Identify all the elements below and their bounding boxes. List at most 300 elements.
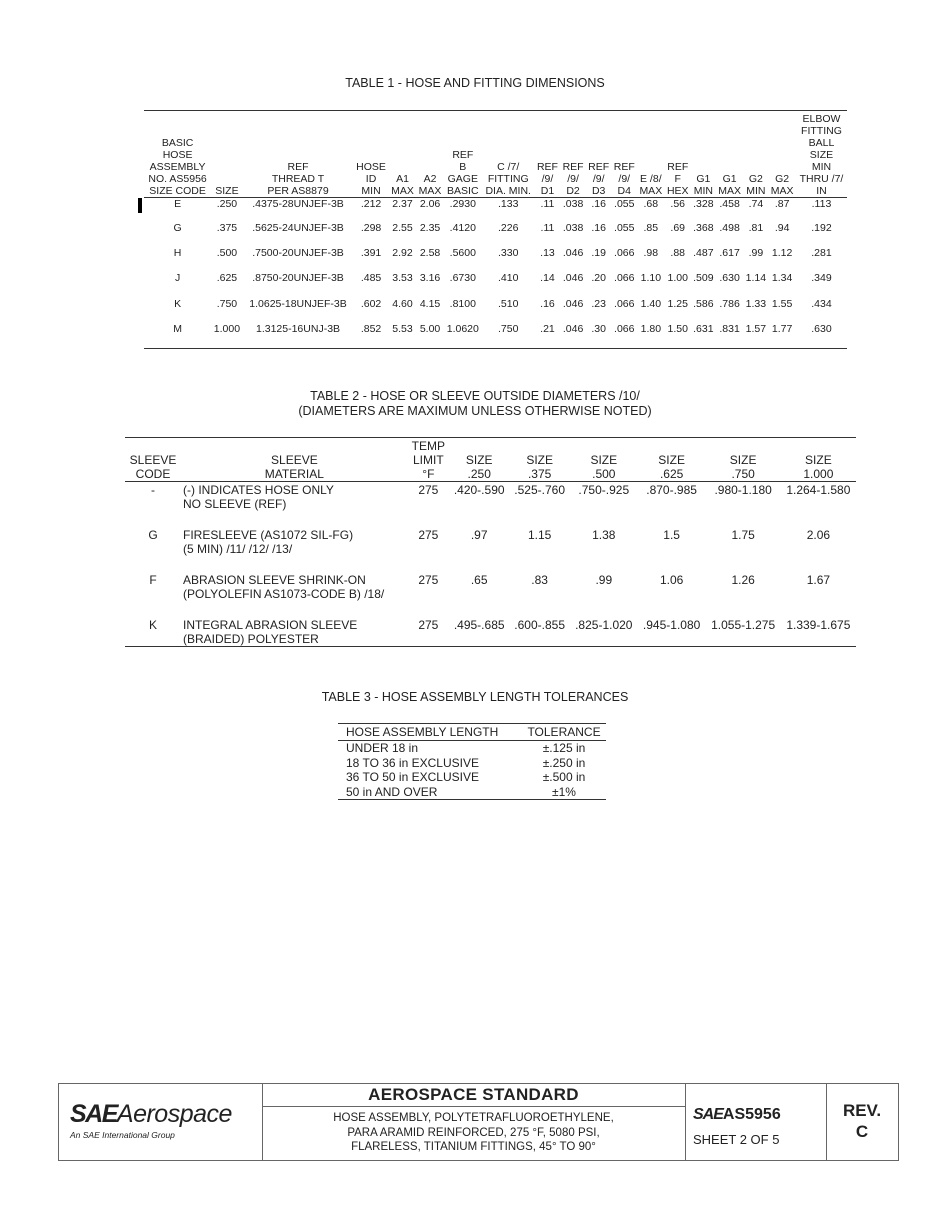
header-line: LIMIT: [413, 453, 444, 467]
table-cell: 1.50: [667, 322, 688, 335]
table-cell: .055: [614, 222, 635, 234]
table-cell: 2.06: [419, 198, 441, 210]
table-cell: .852: [360, 322, 382, 335]
table3-body: [338, 741, 606, 800]
table1-header-cell: [211, 111, 242, 198]
header-line: G1: [696, 173, 711, 185]
table-cell: 1.40: [640, 297, 662, 310]
description-line: PARA ARAMID REINFORCED, 275 °F, 5080 PSI,: [347, 1126, 600, 1139]
table-cell: .7500-20UNJEF-3B: [252, 247, 344, 260]
header-line: B: [459, 161, 467, 173]
header-line: MIN: [746, 185, 766, 197]
size-cell: 1.67: [806, 573, 831, 587]
table1-header-cell: [444, 111, 482, 198]
header-line: /9/: [567, 173, 579, 185]
material-line: INTEGRAL ABRASION SLEEVE: [183, 618, 358, 632]
table-cell: .99: [748, 247, 764, 260]
table-row: [144, 222, 847, 247]
table3-header-tolerance: TOLERANCE: [522, 724, 606, 741]
table1-header-cell: [637, 111, 665, 198]
material-line: ABRASION SLEEVE SHRINK-ON: [183, 573, 366, 587]
header-line: .500: [592, 467, 616, 481]
table-cell: .630: [719, 272, 740, 285]
header-line: REF: [287, 161, 309, 173]
header-line: BASIC: [161, 137, 194, 149]
tolerance-cell: ±.125 in: [542, 741, 586, 755]
logo-mark: SAE: [70, 1100, 117, 1128]
table-cell: .046: [562, 297, 584, 310]
sleeve-material-cell: [181, 482, 408, 528]
table-row: [144, 272, 847, 297]
table-cell: .038: [562, 222, 584, 234]
table-cell: 1.55: [771, 297, 793, 310]
table-cell: 2.58: [419, 247, 441, 260]
table1-header-cell: [144, 111, 211, 198]
table-cell: .8100: [449, 297, 476, 310]
table-cell: .192: [811, 222, 832, 234]
table2-header-cell: [509, 438, 569, 482]
table-cell: .617: [719, 247, 740, 260]
size-cell: .420-.590: [453, 483, 505, 497]
table-cell: .298: [360, 222, 382, 234]
table-cell: G: [173, 222, 182, 234]
title-cell: [262, 1084, 686, 1160]
table-cell: .81: [748, 222, 764, 234]
table-cell: 4.15: [419, 297, 441, 310]
header-line: THREAD T: [271, 173, 325, 185]
table-cell: 1.25: [667, 297, 688, 310]
header-line: .750: [731, 467, 755, 481]
sleeve-material-cell: [181, 617, 408, 647]
header-line: THRU /7/: [799, 173, 844, 185]
table-cell: 2.37: [392, 198, 413, 210]
table-cell: .328: [693, 198, 714, 210]
header-line: SLEEVE: [271, 453, 318, 467]
standard-title: AEROSPACE STANDARD: [262, 1084, 685, 1107]
table-cell: .212: [360, 198, 382, 210]
header-line: MIN: [361, 185, 381, 197]
header-line: FITTING: [801, 125, 842, 137]
table-cell: 4.60: [392, 297, 413, 310]
table-cell: .625: [216, 272, 238, 285]
tolerance-cell: ±.500 in: [542, 770, 586, 784]
size-cell: .980-1.180: [714, 483, 772, 497]
sleeve-code-cell: G: [148, 528, 158, 542]
table2-title-line2: (DIAMETERS ARE MAXIMUM UNLESS OTHERWISE NOTED): [298, 404, 652, 418]
header-line: .375: [527, 467, 552, 481]
table1-header-cell: [716, 111, 744, 198]
table-cell: 1.3125-16UNJ-3B: [255, 322, 341, 335]
table-cell: .14: [540, 272, 555, 285]
size-cell: .870-.985: [646, 483, 697, 497]
header-line: A2: [423, 173, 437, 185]
table-row: [144, 298, 847, 323]
header-line: ELBOW: [802, 113, 841, 125]
material-line: (-) INDICATES HOSE ONLY: [183, 483, 334, 497]
table-cell: .509: [693, 272, 714, 285]
table1-header-cell: [796, 111, 847, 198]
table-cell: .046: [562, 322, 584, 335]
size-cell: 1.055-1.275: [711, 618, 776, 632]
table-cell: .586: [693, 297, 714, 310]
material-line: NO SLEEVE (REF): [183, 497, 287, 511]
table-cell: J: [174, 272, 181, 285]
size-cell: .97: [470, 528, 488, 542]
revision-label: REV.: [842, 1101, 882, 1120]
header-line: SIZE: [805, 453, 832, 467]
size-cell: .750-.925: [578, 483, 630, 497]
size-cell: 1.5: [663, 528, 680, 542]
table-cell: .30: [591, 322, 606, 335]
header-line: TEMP: [411, 439, 446, 453]
table1-header-cell: [768, 111, 796, 198]
table2-title-line1: TABLE 2 - HOSE OR SLEEVE OUTSIDE DIAMETERS /10/: [310, 389, 640, 403]
logo-subtitle: An SAE International Group: [70, 1130, 175, 1140]
size-cell: .600-.855: [514, 618, 565, 632]
header-line: FITTING: [487, 173, 529, 185]
table-cell: .046: [562, 247, 584, 260]
table-row: [125, 572, 856, 617]
header-line: E /8/: [640, 173, 662, 185]
table-cell: .4375-28UNJEF-3B: [252, 198, 344, 210]
document-number: AS5956: [722, 1106, 781, 1123]
header-line: SIZE: [215, 185, 239, 197]
table-cell: .349: [811, 272, 832, 285]
header-line: IN: [816, 185, 827, 197]
table-cell: 1.12: [771, 247, 793, 260]
doc-mark: SAE: [693, 1106, 723, 1123]
table-cell: 3.16: [419, 272, 441, 285]
table-cell: 1.10: [640, 272, 662, 285]
table2-header-cell: [125, 438, 181, 482]
table3-header-row: [338, 724, 606, 741]
table-cell: .98: [643, 247, 659, 260]
table-cell: .19: [591, 247, 606, 260]
size-cell: 1.26: [731, 573, 755, 587]
table-cell: .16: [591, 198, 606, 210]
table1-header-cell: [535, 111, 561, 198]
table-cell: 5.53: [392, 322, 413, 335]
header-line: A1: [396, 173, 409, 185]
table-row: [125, 527, 856, 572]
table-cell: 3.53: [392, 272, 413, 285]
header-line: MIN: [811, 161, 832, 173]
size-cell: .65: [470, 573, 488, 587]
header-line: SLEEVE: [129, 453, 177, 467]
table-cell: K: [174, 297, 182, 310]
table-cell: .750: [216, 297, 238, 310]
table-row: [338, 741, 606, 756]
header-line: REF: [613, 161, 635, 173]
header-line: D3: [591, 185, 606, 197]
header-line: G2: [748, 173, 763, 185]
sheet-number: SHEET 2 OF 5: [693, 1132, 780, 1147]
table-cell: .11: [540, 222, 555, 234]
table-cell: 1.0625-18UNJEF-3B: [249, 297, 347, 310]
size-cell: .99: [595, 573, 613, 587]
table1-header-cell: [243, 111, 354, 198]
header-line: SIZE: [658, 453, 685, 467]
header-line: HEX: [666, 185, 689, 197]
table-cell: .038: [562, 198, 584, 210]
header-line: D2: [566, 185, 580, 197]
length-cell: 18 TO 36 in EXCLUSIVE: [346, 755, 479, 770]
table-cell: 2.92: [392, 247, 413, 260]
table1-header-cell: [560, 111, 586, 198]
header-line: G2: [775, 173, 790, 185]
sleeve-code-cell: K: [149, 618, 158, 632]
table-cell: .74: [748, 198, 764, 210]
header-line: MATERIAL: [264, 467, 324, 481]
revision-bar: [138, 198, 142, 213]
table-cell: .281: [811, 247, 832, 260]
header-line: F: [674, 173, 681, 185]
header-line: MAX: [639, 185, 663, 197]
header-line: /9/: [592, 173, 605, 185]
table-cell: 1.33: [745, 297, 767, 310]
table-cell: .85: [643, 222, 659, 234]
table-cell: .56: [670, 198, 686, 210]
table-cell: .13: [540, 247, 555, 260]
table-cell: .391: [360, 247, 382, 260]
table1-header-cell: [416, 111, 444, 198]
header-line: SIZE: [465, 453, 493, 467]
header-line: HOSE: [162, 149, 193, 161]
table-cell: .2930: [449, 198, 476, 210]
header-line: ASSEMBLY: [149, 161, 206, 173]
table1-header-row: [144, 111, 847, 198]
header-line: MAX: [418, 185, 442, 197]
sleeve-code-cell: -: [151, 483, 155, 497]
table-cell: .510: [498, 297, 519, 310]
table1-header-cell: [611, 111, 637, 198]
table-cell: .88: [670, 247, 686, 260]
table-cell: .458: [719, 198, 740, 210]
header-line: SIZE: [729, 453, 757, 467]
header-line: ID: [365, 173, 377, 185]
table-cell: .5600: [449, 247, 476, 260]
header-line: D1: [540, 185, 555, 197]
header-line: PER AS8879: [267, 185, 329, 197]
header-line: REF: [452, 149, 474, 161]
header-line: MAX: [391, 185, 414, 197]
table-cell: .750: [498, 322, 519, 335]
header-line: .625: [659, 467, 684, 481]
size-cell: .825-1.020: [575, 618, 633, 632]
table-cell: .368: [693, 222, 714, 234]
material-line: FIRESLEEVE (AS1072 SIL-FG): [183, 528, 354, 542]
table-cell: H: [173, 247, 182, 260]
table-cell: .133: [498, 198, 519, 210]
table-cell: 1.00: [667, 272, 688, 285]
header-line: SIZE CODE: [149, 185, 206, 197]
table-cell: .485: [360, 272, 382, 285]
sleeve-code-cell: F: [149, 573, 157, 587]
table1-header-cell: [665, 111, 691, 198]
table-cell: .11: [540, 198, 555, 210]
table-cell: 2.55: [392, 222, 413, 234]
size-cell: 1.264-1.580: [786, 483, 851, 497]
table-cell: .16: [540, 297, 555, 310]
size-cell: 1.38: [592, 528, 616, 542]
size-cell: 1.339-1.675: [786, 618, 851, 632]
table1-body: [144, 198, 847, 349]
header-line: /9/: [618, 173, 631, 185]
temp-limit-cell: 275: [418, 483, 439, 497]
table-cell: .066: [614, 247, 635, 260]
table-cell: .226: [498, 222, 519, 234]
material-line: (POLYOLEFIN AS1073-CODE B) /18/: [183, 587, 385, 601]
table-row: [144, 198, 847, 223]
table-cell: 1.000: [213, 322, 241, 335]
table-row: [125, 482, 856, 528]
table-cell: .5625-24UNJEF-3B: [252, 222, 344, 234]
table2-header-cell: [181, 438, 408, 482]
header-line: /9/: [541, 173, 554, 185]
header-line: SIZE: [526, 453, 553, 467]
table-cell: .16: [591, 222, 606, 234]
table-cell: .786: [719, 297, 740, 310]
table3-title: TABLE 3 - HOSE ASSEMBLY LENGTH TOLERANCES: [321, 690, 629, 704]
length-cell: 36 TO 50 in EXCLUSIVE: [346, 770, 479, 784]
header-line: °F: [422, 467, 435, 481]
table-cell: .434: [811, 297, 832, 310]
table-cell: .250: [216, 198, 238, 210]
table-cell: .20: [591, 272, 606, 285]
length-cell: 50 in AND OVER: [346, 784, 438, 799]
document-number-cell: [685, 1084, 827, 1160]
table2-header-row: [125, 438, 856, 482]
description-line: HOSE ASSEMBLY, POLYTETRAFLUOROETHYLENE,: [333, 1112, 614, 1124]
table2-header-cell: [706, 438, 781, 482]
size-cell: 1.06: [659, 573, 684, 587]
table-cell: 1.14: [745, 272, 767, 285]
header-line: DIA. MIN.: [485, 185, 531, 197]
header-line: G1: [722, 173, 737, 185]
table2-header-cell: [570, 438, 638, 482]
table-cell: .113: [811, 198, 832, 210]
size-cell: 1.15: [527, 528, 552, 542]
table-row: [338, 756, 606, 771]
table-cell: 5.00: [419, 322, 441, 335]
table-cell: .87: [774, 198, 790, 210]
document-description: [262, 1107, 685, 1155]
header-line: MAX: [770, 185, 794, 197]
revision-value: C: [855, 1122, 869, 1141]
table-cell: 1.57: [745, 322, 767, 335]
header-line: SIZE: [590, 453, 618, 467]
table-cell: .68: [643, 198, 659, 210]
table1-header-cell: [691, 111, 716, 198]
table-row: [338, 770, 606, 785]
table-cell: .631: [693, 322, 714, 335]
size-cell: .83: [531, 573, 548, 587]
size-cell: 2.06: [806, 528, 831, 542]
table-cell: .21: [540, 322, 555, 335]
table-cell: .046: [562, 272, 584, 285]
hose-fitting-dimensions-table: [144, 110, 847, 349]
table-cell: .055: [614, 198, 635, 210]
header-line: D4: [617, 185, 631, 197]
table-cell: .69: [670, 222, 686, 234]
table-cell: E: [174, 198, 182, 210]
table2-header-cell: [638, 438, 706, 482]
size-cell: .525-.760: [514, 483, 565, 497]
tolerance-cell: ±1%: [552, 784, 576, 799]
table-cell: M: [173, 322, 182, 335]
table1-header-cell: [586, 111, 612, 198]
header-line: NO. AS5956: [148, 173, 207, 185]
table-row: [144, 247, 847, 272]
length-cell: UNDER 18 in: [346, 741, 419, 755]
table-cell: .602: [360, 297, 382, 310]
table-cell: 1.0620: [446, 322, 479, 335]
table2-header-cell: [781, 438, 856, 482]
length-tolerance-table: [338, 723, 606, 800]
sleeve-material-cell: [181, 572, 408, 617]
header-line: CODE: [135, 467, 171, 481]
temp-limit-cell: 275: [418, 528, 439, 542]
header-line: SIZE: [809, 149, 834, 161]
table2-header-cell: [449, 438, 509, 482]
temp-limit-cell: 275: [418, 573, 439, 587]
material-line: (5 MIN) /11/ /12/ /13/: [183, 542, 293, 556]
header-line: BASIC: [447, 185, 479, 197]
header-line: C /7/: [497, 161, 520, 173]
table-cell: 1.80: [640, 322, 662, 335]
table-cell: 1.34: [771, 272, 793, 285]
header-line: REF: [588, 161, 610, 173]
table-cell: .066: [614, 272, 635, 285]
table-cell: .23: [591, 297, 606, 310]
header-line: MAX: [718, 185, 741, 197]
header-line: BALL: [808, 137, 835, 149]
header-line: GAGE: [447, 173, 478, 185]
table-cell: 1.77: [771, 322, 793, 335]
table1-header-cell: [353, 111, 388, 198]
table-cell: .066: [614, 297, 635, 310]
table-cell: .410: [498, 272, 519, 285]
title-block: [58, 1083, 899, 1161]
size-cell: 1.75: [731, 528, 755, 542]
header-line: MIN: [693, 185, 713, 197]
sae-aerospace-logo: [59, 1084, 263, 1160]
size-cell: .945-1.080: [642, 618, 701, 632]
table-cell: .630: [811, 322, 832, 335]
table2-header-cell: [408, 438, 449, 482]
header-line: 1.000: [803, 467, 834, 481]
table-cell: .831: [719, 322, 740, 335]
header-line: .250: [467, 467, 491, 481]
size-cell: .495-.685: [453, 618, 505, 632]
table1-title: TABLE 1 - HOSE AND FITTING DIMENSIONS: [345, 76, 605, 90]
temp-limit-cell: 275: [418, 618, 439, 632]
header-line: REF: [562, 161, 584, 173]
header-line: HOSE: [356, 161, 386, 173]
description-line: FLARELESS, TITANIUM FITTINGS, 45° TO 90°: [351, 1141, 596, 1153]
revision-cell: [826, 1084, 898, 1160]
table-cell: .94: [774, 222, 790, 234]
header-line: REF: [536, 161, 558, 173]
sleeve-material-cell: [181, 527, 408, 572]
table-cell: .6730: [449, 272, 476, 285]
table-cell: .375: [216, 222, 238, 234]
header-line: REF: [667, 161, 689, 173]
table-cell: .8750-20UNJEF-3B: [252, 272, 344, 285]
table-cell: .066: [614, 322, 635, 335]
table1-header-cell: [743, 111, 768, 198]
tolerance-cell: ±.250 in: [542, 755, 586, 770]
